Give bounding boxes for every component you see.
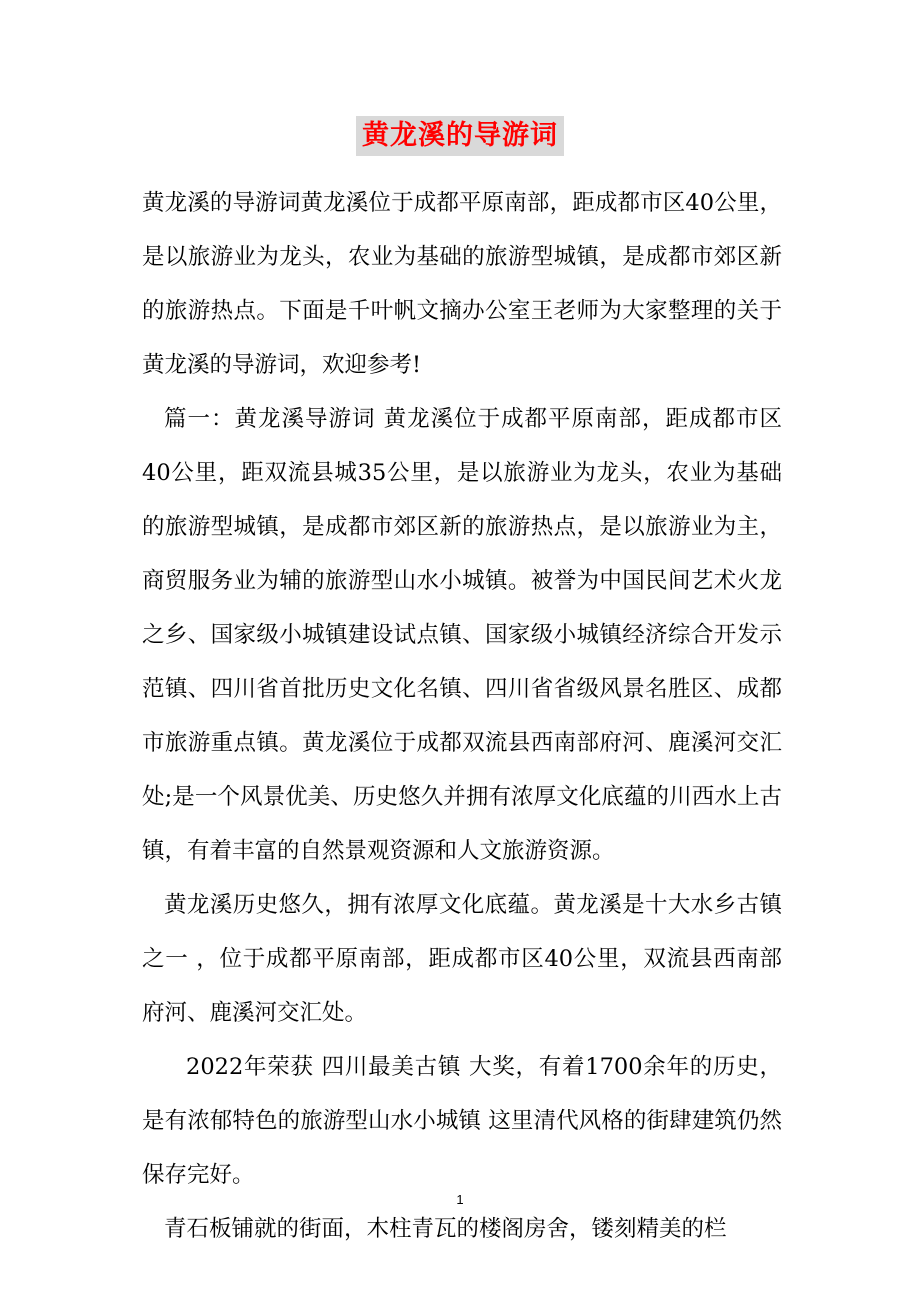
- paragraph-part-one: 篇一：黄龙溪导游词 黄龙溪位于成都平原南部，距成都市区40公里，距双流县城35公里，是以旅游业为龙头，农业为基础的旅游型城镇，是成都市郊区新的旅游热点，是以旅游业为主，商贸服务业为辅的旅游型山水小城镇。被誉为中国民间艺术火龙之乡、国家级小城镇建设试点镇、国家级小城镇经济综合开发示范镇、四川省首批历史文化名镇、四川省省级风景名胜区、成都市旅游重点镇。黄龙溪位于成都双流县西南部府河、鹿溪河交汇处;是一个风景优美、历史悠久并拥有浓厚文化底蕴的川西水上古镇，有着丰富的自然景观资源和人文旅游资源。: [142, 406, 782, 864]
- paragraph-streets: 青石板铺就的街面，木柱青瓦的楼阁房舍，镂刻精美的栏: [164, 1216, 727, 1242]
- paragraph-award: 2022年荣获 四川最美古镇 大奖，有着1700余年的历史，是有浓郁特色的旅游型山水小城镇 这里清代风格的街肆建筑仍然保存完好。: [142, 1054, 782, 1188]
- paragraph-intro: 黄龙溪的导游词黄龙溪位于成都平原南部，距成都市区40公里，是以旅游业为龙头，农业为基础的旅游型城镇，是成都市郊区新的旅游热点。下面是千叶帆文摘办公室王老师为大家整理的关于黄龙溪的导游词，欢迎参考!: [142, 190, 782, 378]
- page-number: 1: [456, 1192, 464, 1207]
- paragraph-history: 黄龙溪历史悠久，拥有浓厚文化底蕴。黄龙溪是十大水乡古镇之一 ，位于成都平原南部，距成都市区40公里，双流县西南部府河、鹿溪河交汇处。: [142, 892, 782, 1026]
- document-body: [142, 176, 782, 1256]
- document-title: 黄龙溪的导游词: [356, 116, 564, 156]
- title-container: [0, 116, 920, 156]
